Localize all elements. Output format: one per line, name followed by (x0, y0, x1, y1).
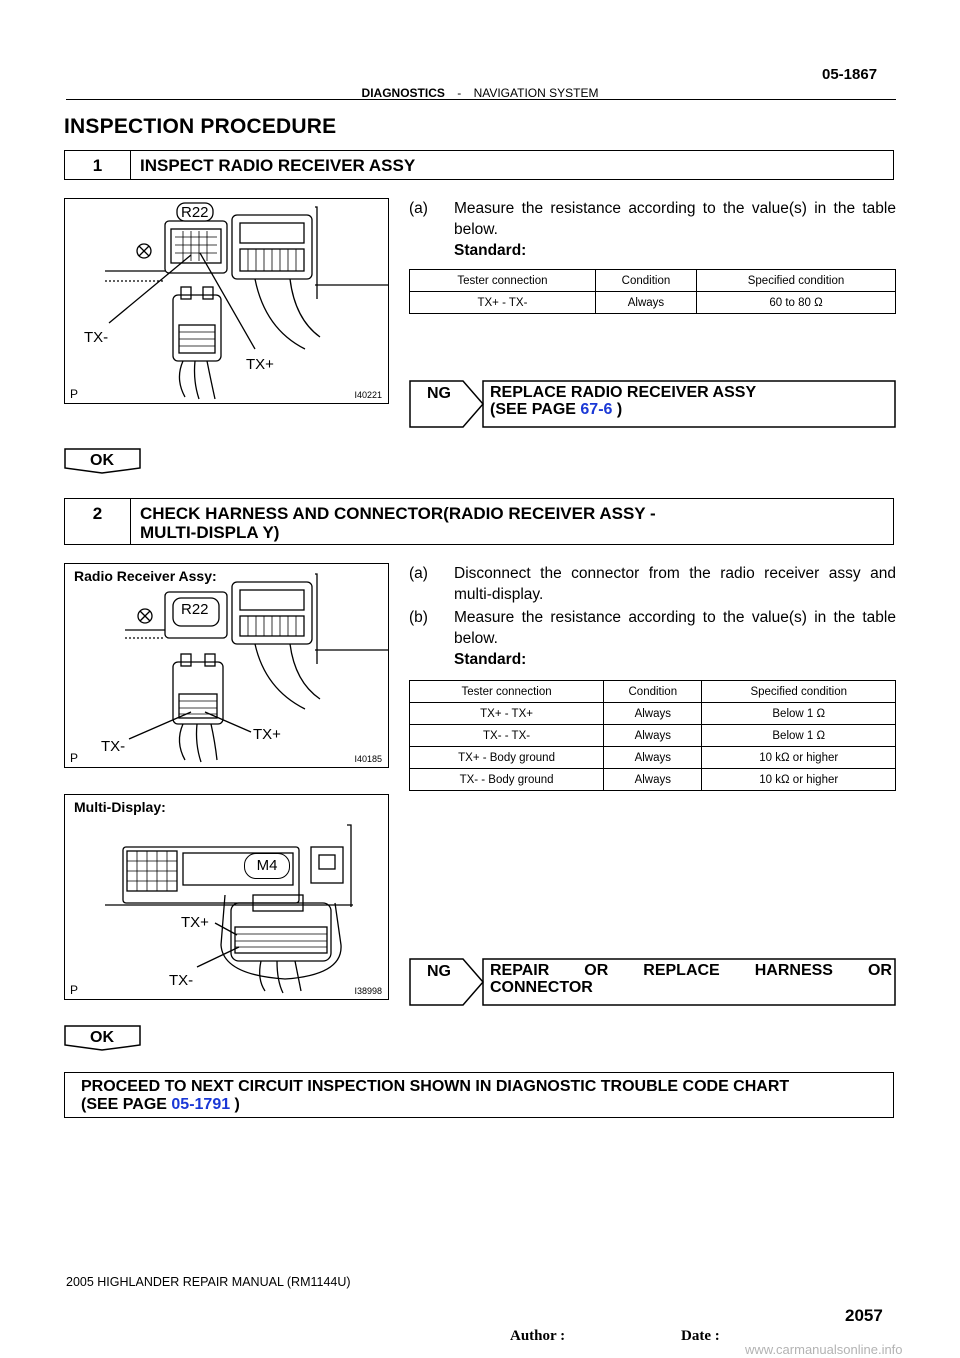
ng-word: HARNESS (754, 962, 833, 979)
table-cell: 10 kΩ or higher (702, 769, 896, 791)
figure-p-mark: P (70, 983, 79, 997)
col-condition: Condition (595, 270, 696, 292)
figure-caption-radio: Radio Receiver Assy: (74, 568, 217, 584)
table-row (410, 703, 896, 725)
step-1-instructions (409, 198, 896, 261)
instruction-text: Measure the resistance according to the value(s) in the table below. (454, 200, 896, 238)
header-separator: - (457, 86, 462, 100)
table-cell: Always (595, 292, 696, 314)
col-specified-condition: Specified condition (702, 681, 896, 703)
standard-label: Standard: (454, 651, 527, 668)
table-row (410, 725, 896, 747)
step-2-ng-box (409, 958, 896, 1006)
table-row (410, 292, 896, 314)
ok-label: OK (90, 452, 114, 469)
col-condition: Condition (604, 681, 702, 703)
page-number: 05-1867 (822, 66, 878, 83)
table-cell: Always (604, 769, 702, 791)
step-2-ok-tag (64, 1025, 144, 1051)
ng-action-line2 (490, 401, 892, 418)
proceed-line1: PROCEED TO NEXT CIRCUIT INSPECTION SHOWN IN DIAGNOSTIC TROUBLE CODE CHART (81, 1078, 790, 1095)
step-2-number: 2 (65, 499, 131, 544)
ng-word: OR (867, 962, 892, 979)
table-cell: Always (604, 703, 702, 725)
ok-label: OK (90, 1029, 114, 1046)
table-cell: TX- - TX- (410, 725, 604, 747)
page-title: INSPECTION PROCEDURE (64, 115, 337, 138)
label-tx-minus: TX- (101, 738, 126, 755)
label-tx-plus: TX+ (181, 914, 209, 931)
footer-manual-title: 2005 HIGHLANDER REPAIR MANUAL (RM1144U) (66, 1275, 351, 1289)
see-page-text: (SEE PAGE (490, 401, 581, 418)
figure-code: I38998 (354, 986, 382, 996)
step-1-ng-box (409, 380, 896, 428)
connector-label-r22: R22 (181, 601, 209, 618)
standard-label: Standard: (454, 242, 527, 259)
table-cell: Below 1 Ω (702, 703, 896, 725)
label-tx-plus: TX+ (253, 726, 281, 743)
table-cell: TX+ - TX+ (410, 703, 604, 725)
ng-word: REPAIR (490, 962, 550, 979)
ng-action-line2: CONNECTOR (490, 979, 593, 996)
step-1-title: INSPECT RADIO RECEIVER ASSY (140, 156, 416, 175)
footer-author-label: Author : (510, 1328, 566, 1344)
figure-p-mark: P (70, 387, 79, 401)
step-2-title (131, 499, 893, 544)
table-cell: 60 to 80 Ω (697, 292, 896, 314)
col-tester-connection: Tester connection (410, 270, 596, 292)
table-cell: Below 1 Ω (702, 725, 896, 747)
instruction-b-text: Measure the resistance according to the value(s) in the table below. (454, 609, 896, 647)
label-tx-minus: TX- (84, 329, 109, 346)
ng-action (490, 384, 892, 418)
step-1-number: 1 (65, 151, 131, 179)
step-2-title-line1: CHECK HARNESS AND CONNECTOR(RADIO RECEIVER ASSY - (140, 504, 656, 523)
figure-radio-receiver-connector (64, 198, 389, 404)
ng-action-line1: REPLACE RADIO RECEIVER ASSY (490, 384, 757, 401)
connector-label-m4: M4 (244, 853, 290, 879)
step-2-header (64, 498, 894, 545)
figure-multi-display (64, 794, 389, 1000)
footer-date-label: Date : (681, 1328, 720, 1344)
table-row (410, 747, 896, 769)
multi-display-illustration (65, 795, 389, 1000)
page-link-67-6[interactable]: 67-6 (580, 401, 613, 418)
table-header-row (410, 681, 896, 703)
instruction-marker: (a) (409, 200, 428, 217)
figure-code: I40221 (354, 390, 382, 400)
figure-radio-receiver-assy (64, 563, 389, 768)
figure-caption-multi-display: Multi-Display: (74, 799, 166, 815)
see-page-close: ) (230, 1096, 240, 1113)
col-tester-connection: Tester connection (410, 681, 604, 703)
instruction-a-text: Disconnect the connector from the radio receiver assy and multi-display. (454, 565, 896, 603)
ng-label: NG (427, 385, 451, 402)
proceed-line2 (81, 1096, 893, 1114)
figure-p-mark: P (70, 751, 79, 765)
figure-code: I40185 (354, 754, 382, 764)
see-page-text: (SEE PAGE (81, 1096, 172, 1113)
ng-action (490, 962, 892, 996)
step-2-instructions (409, 563, 896, 670)
ng-label: NG (427, 963, 451, 980)
instruction-marker-a: (a) (409, 565, 428, 582)
table-cell: TX+ - Body ground (410, 747, 604, 769)
ng-action-line1 (490, 962, 892, 979)
header-rule (66, 99, 896, 100)
table-cell: TX- - Body ground (410, 769, 604, 791)
step-1-spec-table (409, 269, 896, 314)
page-link-05-1791[interactable]: 05-1791 (171, 1096, 231, 1113)
table-cell: 10 kΩ or higher (702, 747, 896, 769)
step-2-title-line2: MULTI-DISPLA Y) (140, 523, 280, 542)
ng-word: OR (584, 962, 609, 979)
col-specified-condition: Specified condition (697, 270, 896, 292)
step-2-spec-table (409, 680, 896, 791)
connector-label-r22: R22 (181, 204, 209, 221)
table-cell: Always (604, 747, 702, 769)
header-subsection: NAVIGATION SYSTEM (473, 86, 599, 100)
table-header-row (410, 270, 896, 292)
label-tx-minus: TX- (169, 972, 194, 989)
header-section: DIAGNOSTICS (361, 86, 445, 100)
label-tx-plus: TX+ (246, 356, 274, 373)
instruction-marker-b: (b) (409, 609, 428, 626)
table-cell: Always (604, 725, 702, 747)
proceed-box (64, 1072, 894, 1118)
step-1-header (64, 150, 894, 180)
watermark-text: www.carmanualsonline.info (745, 1342, 903, 1357)
running-header (0, 86, 960, 100)
see-page-close: ) (612, 401, 623, 418)
table-cell: TX+ - TX- (410, 292, 596, 314)
footer-page-number: 2057 (845, 1306, 883, 1325)
table-row (410, 769, 896, 791)
ng-word: REPLACE (643, 962, 720, 979)
step-1-ok-tag (64, 448, 144, 474)
connector-illustration (65, 199, 389, 404)
